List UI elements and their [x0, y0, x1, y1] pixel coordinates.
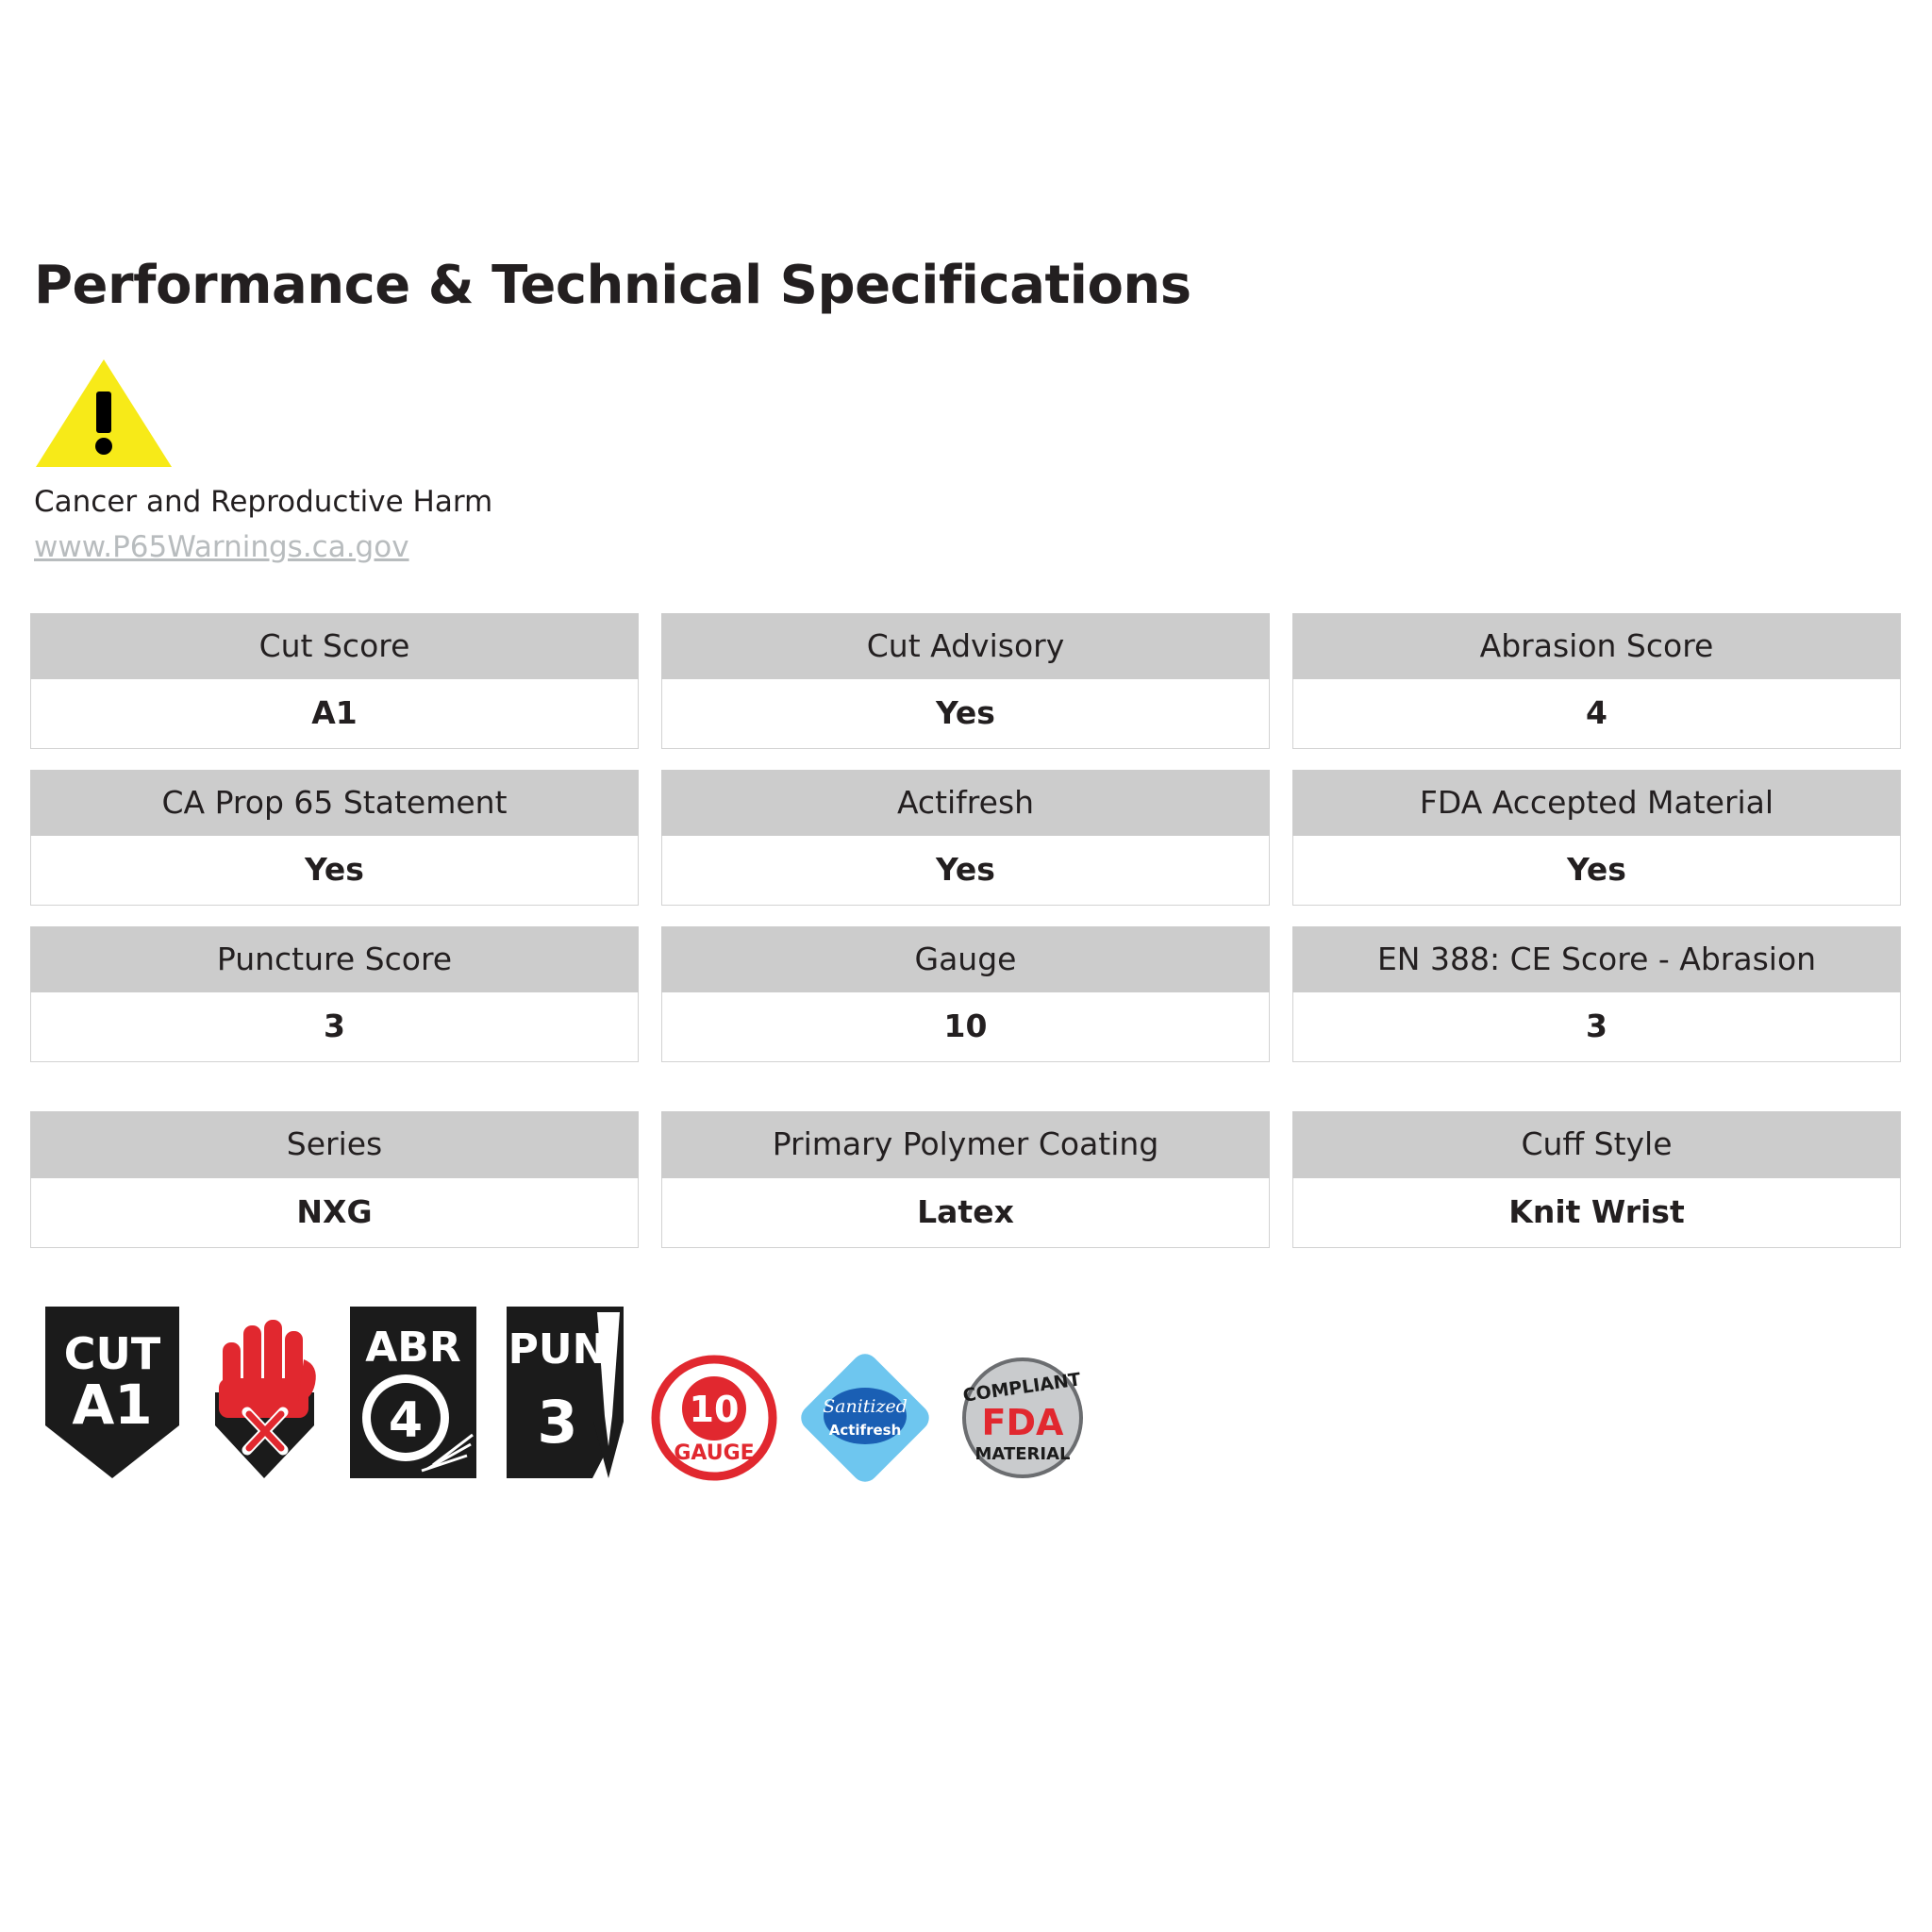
spec-cell-gauge: [661, 926, 1270, 1062]
badge-bottom-text: GAUGE: [674, 1441, 755, 1465]
spec-value: 10: [661, 992, 1270, 1062]
fda-compliant-badge: [952, 1354, 1093, 1482]
badge-bottom-text: 4: [388, 1391, 424, 1449]
spec-value: Yes: [1292, 836, 1901, 906]
spec-cell-cut-score: [30, 613, 639, 749]
abrasion-level-badge-icon: [346, 1303, 480, 1482]
fda-compliant-icon: [952, 1354, 1093, 1482]
spec-cell-series: [30, 1111, 639, 1247]
abrasion-level-badge: [346, 1303, 480, 1482]
spec-label: Cut Score: [30, 613, 639, 679]
spec-value: Latex: [661, 1178, 1270, 1248]
spec-label: CA Prop 65 Statement: [30, 770, 639, 836]
badge-bottom-text: MATERIAL: [974, 1443, 1071, 1464]
cut-level-badge-icon: [42, 1303, 183, 1482]
sanitized-actifresh-icon: [801, 1354, 929, 1482]
spec-value: A1: [30, 679, 639, 749]
spec-label: Series: [30, 1111, 639, 1177]
spec-label: Primary Polymer Coating: [661, 1111, 1270, 1177]
cut-level-badge: [42, 1303, 183, 1482]
spec-cell-ca-prop-65-statement: [30, 770, 639, 906]
badge-bottom-text: A1: [72, 1372, 153, 1437]
sanitized-actifresh-badge: [801, 1354, 929, 1482]
spec-label: Cuff Style: [1292, 1111, 1901, 1177]
badge-bottom-text: Actifresh: [828, 1421, 902, 1439]
badge-top-text: CUT: [63, 1327, 161, 1379]
spec-label: EN 388: CE Score - Abrasion: [1292, 926, 1901, 992]
spec-value: 4: [1292, 679, 1901, 749]
badge-top-text: 10: [689, 1388, 740, 1430]
gauge-badge: [650, 1354, 778, 1482]
spec-cell-primary-polymer-coating: [661, 1111, 1270, 1247]
spec-label: FDA Accepted Material: [1292, 770, 1901, 836]
spec-cell-cuff-style: [1292, 1111, 1901, 1247]
prop65-warning-text: Cancer and Reproductive Harm: [34, 485, 493, 519]
gauge-badge-icon: [650, 1354, 778, 1482]
spec-value: 3: [30, 992, 639, 1062]
badge-top-text: Sanitized: [823, 1395, 908, 1417]
badge-main-text: FDA: [981, 1401, 1064, 1443]
spec-value: Yes: [661, 679, 1270, 749]
spec-cell-cut-advisory: [661, 613, 1270, 749]
spec-cell-en-388-ce-score-abrasion: [1292, 926, 1901, 1062]
spec-label: Cut Advisory: [661, 613, 1270, 679]
spec-label: Gauge: [661, 926, 1270, 992]
cut-advisory-glove-icon: [206, 1303, 324, 1482]
cut-advisory-glove-badge: [206, 1303, 324, 1482]
spec-value: Yes: [30, 836, 639, 906]
badge-bottom-text: 3: [537, 1387, 578, 1457]
puncture-level-badge: [503, 1303, 627, 1482]
warning-triangle-icon: [34, 356, 174, 471]
spec-cell-puncture-score: [30, 926, 639, 1062]
spec-cell-abrasion-score: [1292, 613, 1901, 749]
spec-value: 3: [1292, 992, 1901, 1062]
spec-cell-actifresh: [661, 770, 1270, 906]
spec-grid: [30, 613, 1907, 1269]
spec-value: Yes: [661, 836, 1270, 906]
badge-top-text: ABR: [365, 1323, 461, 1372]
badge-top-text: COMPLIANT: [961, 1369, 1082, 1407]
badge-top-text: PUN: [508, 1324, 608, 1374]
spec-value: NXG: [30, 1178, 639, 1248]
spec-cell-fda-accepted-material: [1292, 770, 1901, 906]
puncture-level-badge-icon: [503, 1303, 627, 1482]
prop65-warning-link[interactable]: www.P65Warnings.ca.gov: [34, 529, 409, 564]
spec-label: Puncture Score: [30, 926, 639, 992]
grid-row-spacer: [30, 1083, 1907, 1111]
spec-label: Abrasion Score: [1292, 613, 1901, 679]
page-title: Performance & Technical Specifications: [34, 255, 1191, 316]
spec-label: Actifresh: [661, 770, 1270, 836]
certification-badges: [42, 1303, 1894, 1482]
prop65-warning: [34, 356, 1894, 564]
spec-value: Knit Wrist: [1292, 1178, 1901, 1248]
